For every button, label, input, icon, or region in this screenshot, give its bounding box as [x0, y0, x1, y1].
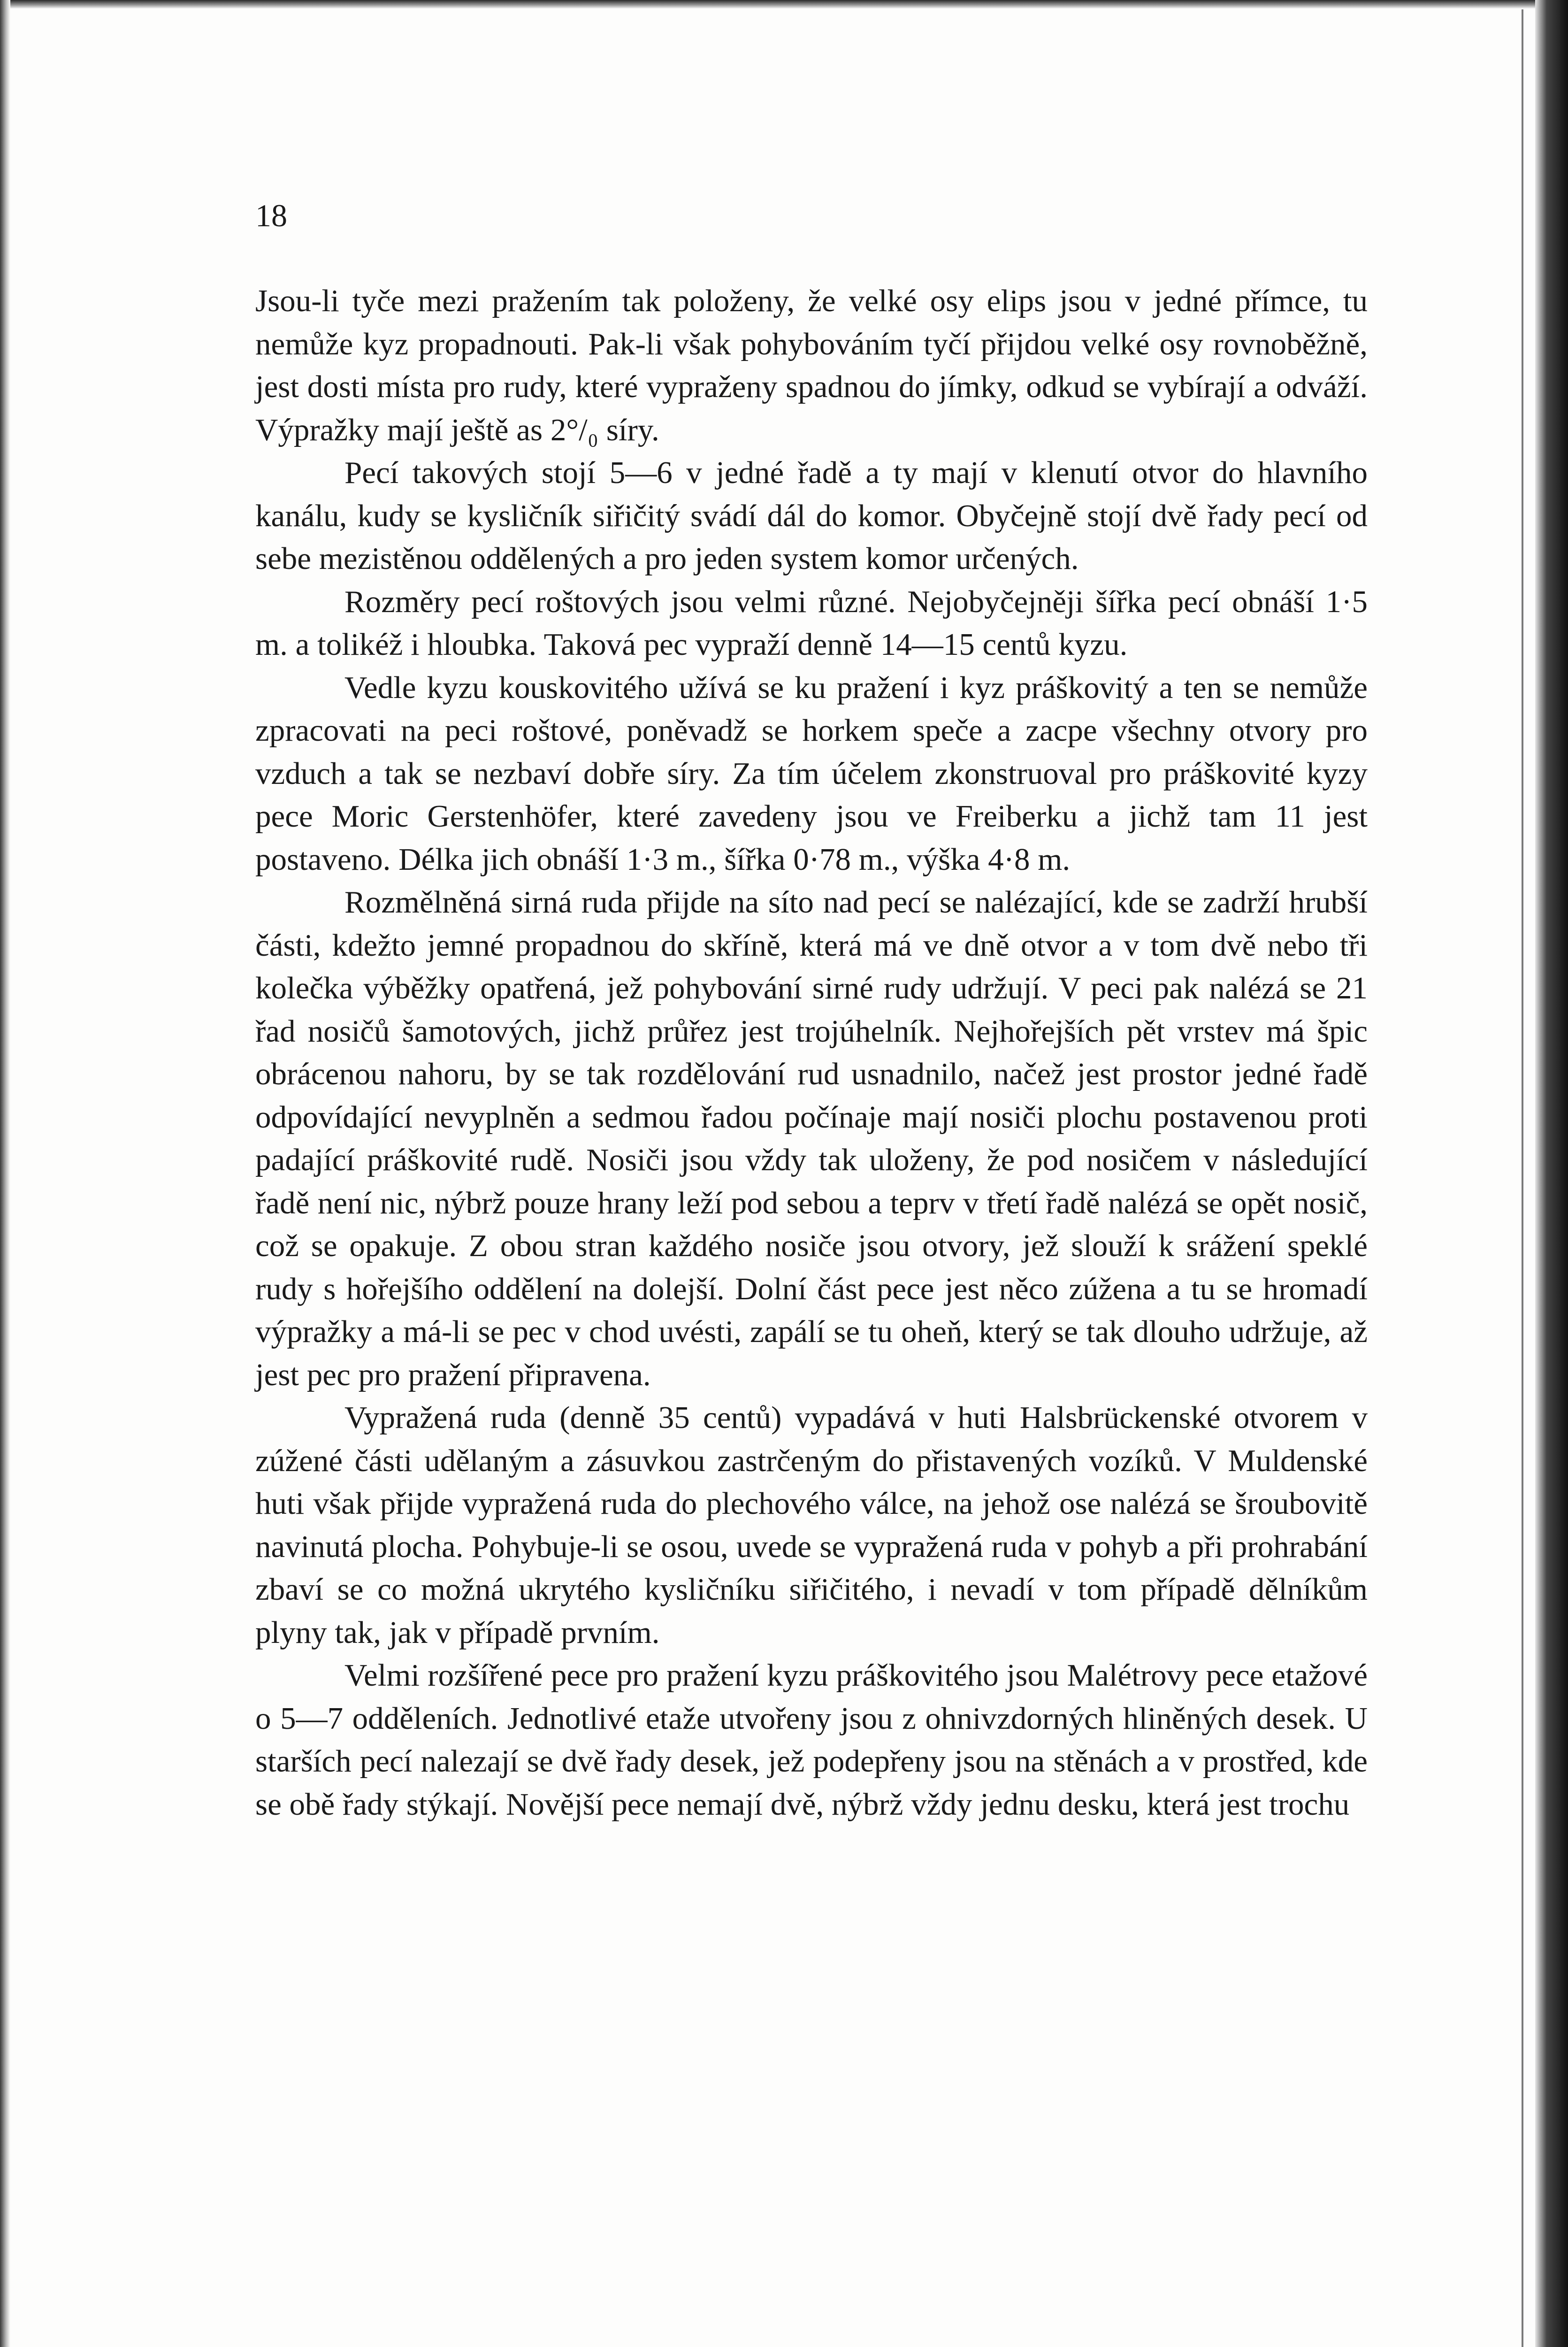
page-left-shadow: [0, 0, 10, 2347]
paragraph-2: Pecí takových stojí 5—6 v jedné řadě a ty mají v klenutí otvor do hlavního kanálu, kudy se kysličník siřičitý svádí dál do komor. Obyčejně stojí dvě řady pecí od sebe mezistěnou oddělených a pro jeden system komor určených.: [255, 455, 1368, 576]
paragraph-3: Rozměry pecí roštových jsou velmi různé. Nejobyčejněji šířka pecí obnáší 1·5 m. a tolikéž i hloubka. Taková pec vypraží denně 14—15 centů kyzu.: [255, 584, 1368, 662]
page-binding-line: [1522, 9, 1523, 2347]
page-number: 18: [255, 198, 287, 233]
paragraph-5: Rozmělněná sirná ruda přijde na síto nad pecí se nalézající, kde se zadrží hrubší části, kdežto jemné propadnou do skříně, která má ve dně otvor a v tom dvě nebo tři kolečka výběžky opatřená, jež pohybování sirné rudy udržují. V peci pak nalézá se 21 řad nosičů šamotových, jichž průřez jest trojúhelník. Nejhořejších pět vrstev má špic obrácenou nahoru, by se tak rozdělování rud usnadnilo, načež jest prostor jedné řadě odpovídající nevyplněn a sedmou řadou počínaje mají nosiči plochu postavenou proti padající práškovité rudě. Nosiči jsou vždy tak uloženy, že pod nosičem v následující řadě není nic, nýbrž pouze hrany leží pod sebou a teprv v třetí řadě nalézá se opět nosič, což se opakuje. Z obou stran každého nosiče jsou otvory, jež slouží k srážení speklé rudy s hořejšího oddělení na dolejší. Dolní část pece jest něco zúžena a tu se hromadí výpražky a má-li se pec v chod uvésti, zapálí se tu oheň, který se tak dlouho udržuje, až jest pec pro pražení připravena.: [255, 885, 1368, 1392]
paragraph-1: Jsou-li tyče mezi pražením tak položeny, že velké osy elips jsou v jedné přímce, tu nemůže kyz propadnouti. Pak-li však pohybováním tyčí přijdou velké osy rovnoběžně, jest dosti místa pro rudy, které vypraženy spadnou do jímky, odkud se vybírají a odváží. Výpražky mají ještě as 2°/₀ síry.: [255, 284, 1368, 447]
paragraph-4: Vedle kyzu kouskovitého užívá se ku pražení i kyz práškovitý a ten se nemůže zpracovati na peci roštové, poněvadž se horkem speče a zacpe všechny otvory pro vzduch a tak se nezbaví dobře síry. Za tím účelem zkonstruoval pro práškovité kyzy pece Moric Gerstenhöfer, které zavedeny jsou ve Freiberku a jichž tam 11 jest postaveno. Délka jich obnáší 1·3 m., šířka 0·78 m., výška 4·8 m.: [255, 670, 1368, 877]
body-text: [255, 280, 1368, 1826]
page-top-shadow: [0, 0, 1568, 8]
paragraph-7: Velmi rozšířené pece pro pražení kyzu práškovitého jsou Malétrovy pece etažové o 5—7 odděleních. Jednotlivé etaže utvořeny jsou z ohnivzdorných hliněných desek. U starších pecí nalezají se dvě řady desek, jež podepřeny jsou na stěnách a v prostřed, kde se obě řady stýkají. Novější pece nemají dvě, nýbrž vždy jednu desku, která jest trochu: [255, 1658, 1368, 1822]
page-right-shadow: [1535, 0, 1568, 2347]
paragraph-6: Vypražená ruda (denně 35 centů) vypadává v huti Halsbrückenské otvorem v zúžené části udělaným a zásuvkou zastrčeným do přistavených vozíků. V Muldenské huti však přijde vypražená ruda do plechového válce, na jehož ose nalézá se šroubovitě navinutá plocha. Pohybuje-li se osou, uvede se vypražená ruda v pohyb a při prohrabání zbaví se co možná ukrytého kysličníku siřičitého, i nevadí v tom případě dělníkům plyny tak, jak v případě prvním.: [255, 1400, 1368, 1650]
